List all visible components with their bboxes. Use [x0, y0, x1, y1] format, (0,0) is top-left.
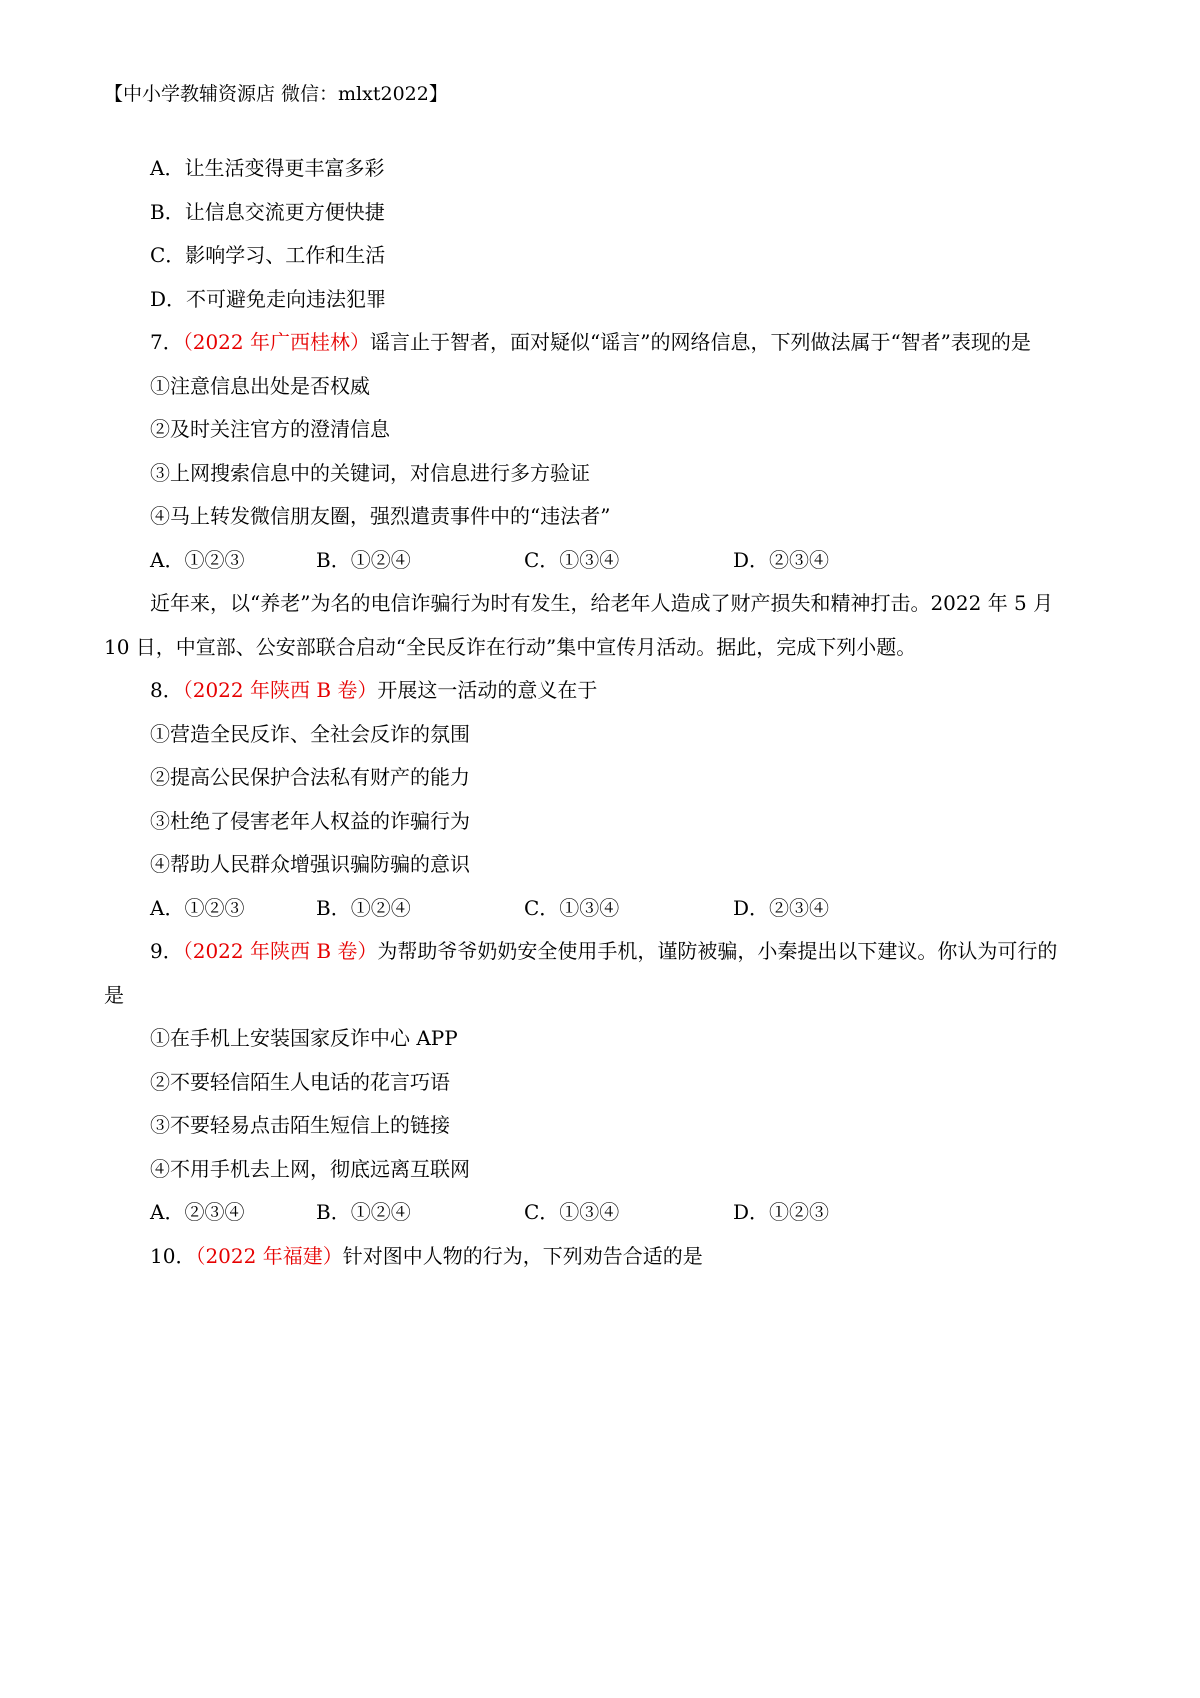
q9-item-1: ①在手机上安装国家反诈中心 APP — [150, 1026, 458, 1050]
question-text: 为帮助爷爷奶奶安全使用手机，谨防被骗，小秦提出以下建议。你认为可行的 — [377, 939, 1058, 963]
question-source: （2022 年陕西 B 卷） — [182, 939, 378, 963]
q8-item-3: ③杜绝了侵害老年人权益的诈骗行为 — [150, 809, 470, 833]
q9-item-4: ④不用手机去上网，彻底远离互联网 — [150, 1157, 470, 1181]
question-text: 谣言止于智者，面对疑似“谣言”的网络信息，下列做法属于“智者”表现的是 — [370, 330, 1031, 354]
q7-item-4: ④马上转发微信朋友圈，强烈遣责事件中的“违法者” — [150, 504, 611, 528]
q6-option-c: C．影响学习、工作和生活 — [150, 243, 386, 267]
q8-item-4: ④帮助人民群众增强识骗防骗的意识 — [150, 852, 470, 876]
q9-item-2: ②不要轻信陌生人电话的花言巧语 — [150, 1070, 450, 1094]
q7-choice-a: A．①②③ — [150, 548, 245, 572]
q9-choice-a: A．②③④ — [150, 1200, 245, 1224]
q7-item-1: ①注意信息出处是否权威 — [150, 374, 370, 398]
question-7-stem — [150, 328, 1031, 356]
passage-line-1: 近年来，以“养老”为名的电信诈骗行为时有发生，给老年人造成了财产损失和精神打击。2022 年 5 月 — [150, 591, 1054, 615]
q8-item-2: ②提高公民保护合法私有财产的能力 — [150, 765, 470, 789]
passage-line-2: 10 日，中宣部、公安部联合启动“全民反诈在行动”集中宣传月活动。据此，完成下列小题。 — [104, 635, 917, 659]
q9-choice-d: D．①②③ — [733, 1200, 830, 1224]
question-9-stem-continued: 是 — [104, 983, 124, 1007]
question-number: 7． — [150, 330, 183, 354]
question-text: 针对图中人物的行为，下列劝告合适的是 — [342, 1244, 703, 1268]
question-source: （2022 年陕西 B 卷） — [182, 678, 378, 702]
q8-item-1: ①营造全民反诈、全社会反诈的氛围 — [150, 722, 470, 746]
q6-option-b: B．让信息交流更方便快捷 — [150, 200, 385, 224]
q7-choice-d: D．②③④ — [733, 548, 830, 572]
question-10-stem — [150, 1242, 703, 1270]
q8-choice-d: D．②③④ — [733, 896, 830, 920]
q6-option-d: D．不可避免走向违法犯罪 — [150, 287, 387, 311]
question-source: （2022 年广西桂林） — [182, 330, 370, 354]
q8-choice-b: B．①②④ — [316, 896, 411, 920]
q7-choice-b: B．①②④ — [316, 548, 411, 572]
q9-choice-b: B．①②④ — [316, 1200, 411, 1224]
question-number: 9． — [150, 939, 183, 963]
q8-choice-a: A．①②③ — [150, 896, 245, 920]
q7-item-3: ③上网搜索信息中的关键词，对信息进行多方验证 — [150, 461, 590, 485]
q8-choice-c: C．①③④ — [524, 896, 620, 920]
q6-option-a: A．让生活变得更丰富多彩 — [150, 156, 385, 180]
q9-item-3: ③不要轻易点击陌生短信上的链接 — [150, 1113, 450, 1137]
question-number: 8． — [150, 678, 183, 702]
question-source: （2022 年福建） — [195, 1244, 343, 1268]
question-9-stem — [150, 937, 1057, 965]
page-header: 【中小学教辅资源店 微信：mlxt2022】 — [104, 83, 448, 105]
question-number: 10． — [150, 1244, 196, 1268]
q9-choice-c: C．①③④ — [524, 1200, 620, 1224]
question-8-stem — [150, 676, 597, 704]
q7-item-2: ②及时关注官方的澄清信息 — [150, 417, 390, 441]
question-text: 开展这一活动的意义在于 — [377, 678, 598, 702]
q7-choice-c: C．①③④ — [524, 548, 620, 572]
